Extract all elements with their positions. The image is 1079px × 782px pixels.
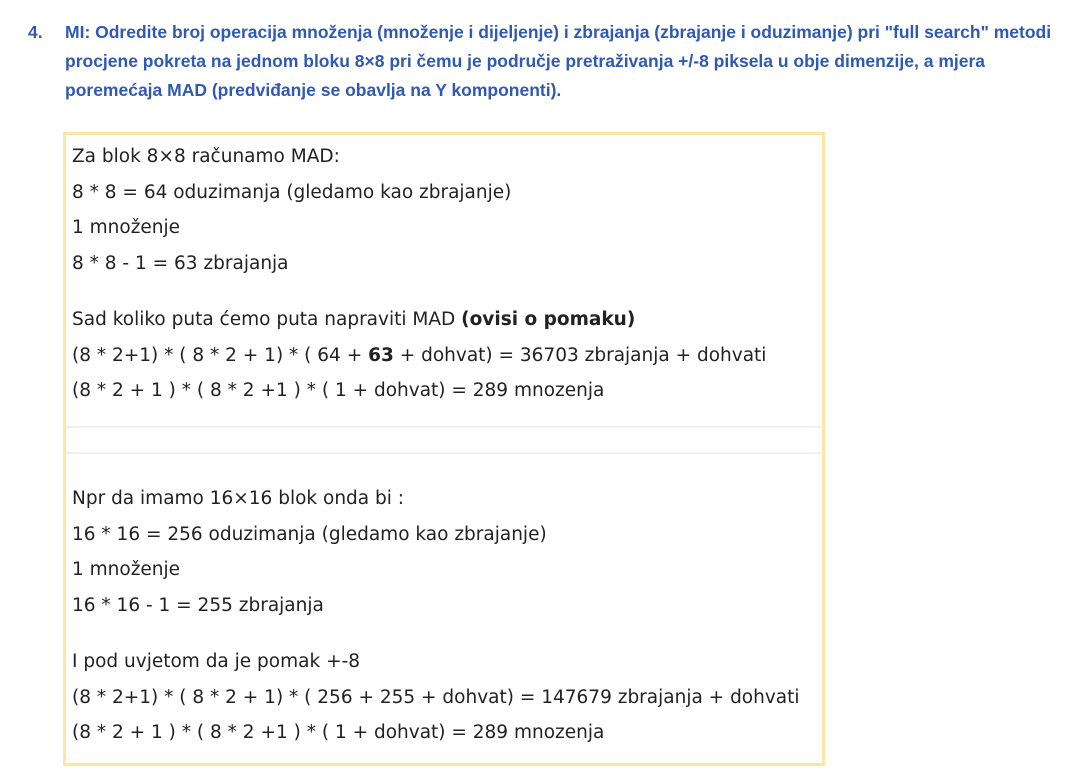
answer-line: 16 * 16 = 256 oduzimanja (gledamo kao zbrajanje)	[72, 523, 547, 545]
question-text: MI: Odredite broj operacija množenja (množenje i dijeljenje) i zbrajanja (zbrajanje i oduzimanje) pri "full search" metodi procjene pokreta na jednom bloku 8×8 pri čemu je područje pretraživanja +/-8 piksela u obje dimenzije, a mjera poremećaja MAD (predviđanje se obavlja na Y komponenti).	[65, 22, 1052, 100]
answer-line: (8 * 2 + 1 ) * ( 8 * 2 +1 ) * ( 1 + dohvat) = 289 mnozenja	[72, 722, 605, 743]
question-heading	[28, 18, 1073, 105]
divider	[66, 426, 822, 428]
answer-line	[72, 302, 816, 338]
answer-block-16x16	[72, 481, 816, 751]
answer-line: 1 množenje	[72, 217, 181, 238]
answer-line: (8 * 2+1) * ( 8 * 2 + 1) * ( 256 + 255 + dohvat) = 147679 zbrajanja + dohvati	[72, 686, 800, 708]
answer-box	[63, 132, 825, 766]
answer-line: 1 množenje	[72, 559, 181, 580]
answer-text: + dohvat) = 36703 zbrajanja + dohvati	[393, 344, 767, 366]
answer-bold-text: 63	[368, 344, 394, 366]
answer-line: Npr da imamo 16×16 blok onda bi :	[72, 488, 405, 509]
question-number: 4.	[28, 22, 43, 42]
answer-line: 8 * 8 = 64 oduzimanja (gledamo kao zbrajanje)	[72, 181, 512, 203]
answer-line: 8 * 8 - 1 = 63 zbrajanja	[72, 252, 289, 274]
answer-text: (8 * 2+1) * ( 8 * 2 + 1) * ( 64 +	[72, 344, 369, 366]
answer-line: 16 * 16 - 1 = 255 zbrajanja	[72, 594, 324, 616]
answer-line	[72, 338, 816, 374]
answer-line: Za blok 8×8 računamo MAD:	[72, 146, 340, 167]
divider	[66, 452, 822, 454]
answer-line: (8 * 2 + 1 ) * ( 8 * 2 +1 ) * ( 1 + dohvat) = 289 mnozenja	[72, 380, 605, 401]
answer-bold-text: (ovisi o pomaku)	[461, 309, 636, 330]
answer-block-8x8	[72, 139, 816, 409]
answer-text: Sad koliko puta ćemo puta napraviti MAD	[72, 309, 462, 330]
answer-line: I pod uvjetom da je pomak +-8	[72, 651, 361, 672]
